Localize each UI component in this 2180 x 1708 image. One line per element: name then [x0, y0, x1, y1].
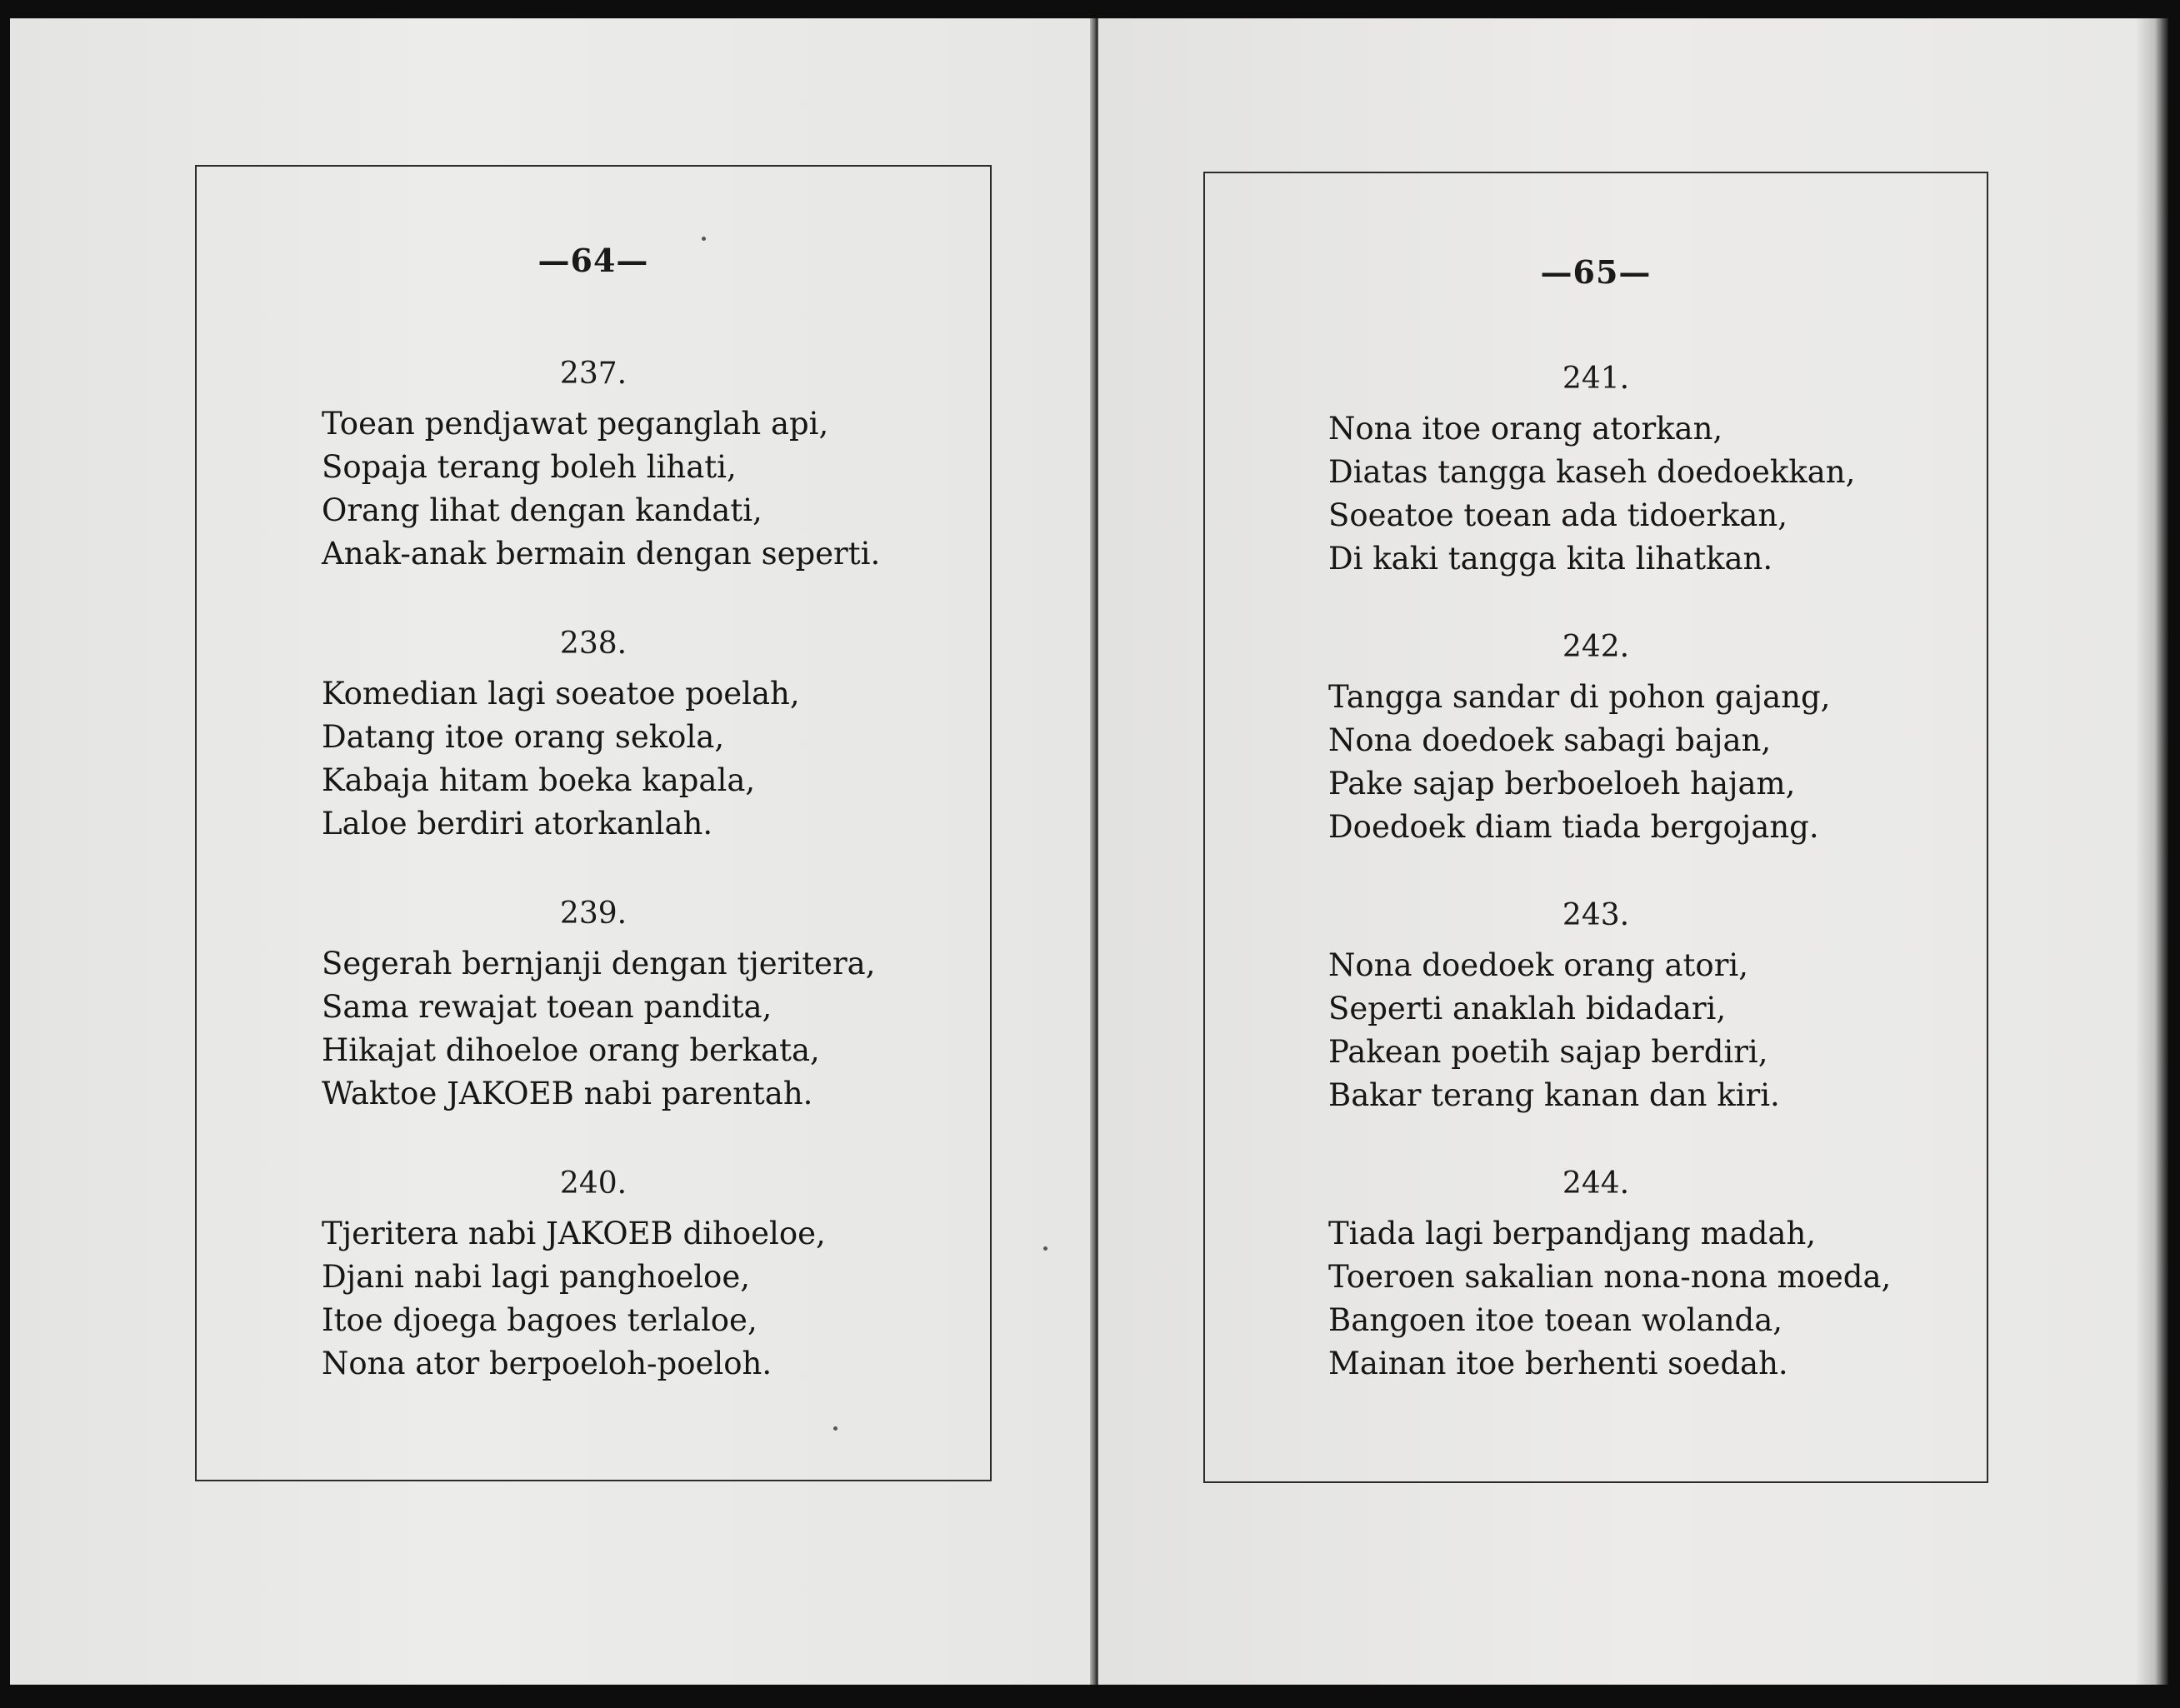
- left-page-frame: [195, 165, 992, 1481]
- verse-line: Nona itoe orang atorkan,: [1328, 411, 1723, 447]
- verse-line: Tiada lagi berpandjang madah,: [1328, 1216, 1817, 1251]
- verse-line: Itoe djoega bagoes terlaloe,: [322, 1302, 758, 1338]
- verse-line: Orang lihat dengan kandati,: [322, 492, 762, 528]
- right-page-frame: [1203, 172, 1988, 1483]
- verse-line: Nona doedoek sabagi bajan,: [1328, 722, 1772, 758]
- verse-line: Pake sajap berboeloeh hajam,: [1328, 766, 1796, 802]
- stanza-number: 242.: [1562, 630, 1630, 664]
- left-page: [10, 18, 1093, 1685]
- stanza: [1205, 362, 1987, 581]
- verse-line: Mainan itoe berhenti soedah.: [1328, 1346, 1788, 1381]
- verse-line: Tjeritera nabi JAKOEB dihoeloe,: [322, 1216, 826, 1251]
- verse-line: Anak-anak bermain dengan seperti.: [322, 536, 881, 572]
- stanza: [197, 1166, 990, 1386]
- verse-line: Doedoek diam tiada bergojang.: [1328, 809, 1819, 845]
- page-number: —64—: [538, 242, 649, 279]
- stanza: [197, 627, 990, 846]
- verse-line: Hikajat dihoeloe orang berkata,: [322, 1032, 820, 1068]
- page-edge-shadow: [2135, 18, 2168, 1685]
- right-page: [1098, 18, 2168, 1685]
- stanza-number: 239.: [559, 896, 628, 931]
- verse-line: Laloe berdiri atorkanlah.: [322, 806, 713, 842]
- stanza: [1205, 1166, 1987, 1386]
- stanza: [197, 357, 990, 576]
- verse-line: Sopaja terang boleh lihati,: [322, 449, 737, 485]
- verse-line: Kabaja hitam boeka kapala,: [322, 762, 756, 798]
- verse-line: Pakean poetih sajap berdiri,: [1328, 1034, 1768, 1070]
- verse-line: Sama rewajat toean pandita,: [322, 989, 772, 1025]
- verse-line: Bangoen itoe toean wolanda,: [1328, 1302, 1783, 1338]
- verse-line: Bakar terang kanan dan kiri.: [1328, 1077, 1780, 1113]
- verse-line: Soeatoe toean ada tidoerkan,: [1328, 497, 1788, 533]
- verse-line: Komedian lagi soeatoe poelah,: [322, 676, 800, 712]
- verse-line: Nona doedoek orang atori,: [1328, 947, 1748, 983]
- stanza-number: 241.: [1562, 362, 1630, 396]
- verse-line: Toeroen sakalian nona-nona moeda,: [1328, 1259, 1892, 1295]
- verse-line: Tangga sandar di pohon gajang,: [1328, 679, 1831, 715]
- verse-line: Nona ator berpoeloh-poeloh.: [322, 1346, 772, 1381]
- verse-line: Seperti anaklah bidadari,: [1328, 991, 1727, 1026]
- stanza-number: 244.: [1562, 1166, 1630, 1201]
- stanza: [1205, 898, 1987, 1117]
- stanza: [1205, 630, 1987, 849]
- verse-line: Segerah bernjanji dengan tjeritera,: [322, 946, 876, 981]
- book-spread: [10, 18, 2168, 1685]
- verse-line: Waktoe JAKOEB nabi parentah.: [322, 1076, 813, 1111]
- page-number: —65—: [1540, 253, 1652, 291]
- stanza-number: 240.: [559, 1166, 628, 1201]
- verse-line: Datang itoe orang sekola,: [322, 719, 725, 755]
- stanza-number: 238.: [559, 627, 628, 661]
- stanza: [197, 896, 990, 1116]
- verse-line: Di kaki tangga kita lihatkan.: [1328, 541, 1773, 577]
- verse-line: Diatas tangga kaseh doedoekkan,: [1328, 454, 1856, 490]
- stanza-number: 243.: [1562, 898, 1630, 932]
- stanza-number: 237.: [559, 357, 628, 391]
- verse-line: Toean pendjawat peganglah api,: [322, 406, 829, 442]
- verse-line: Djani nabi lagi panghoeloe,: [322, 1259, 750, 1295]
